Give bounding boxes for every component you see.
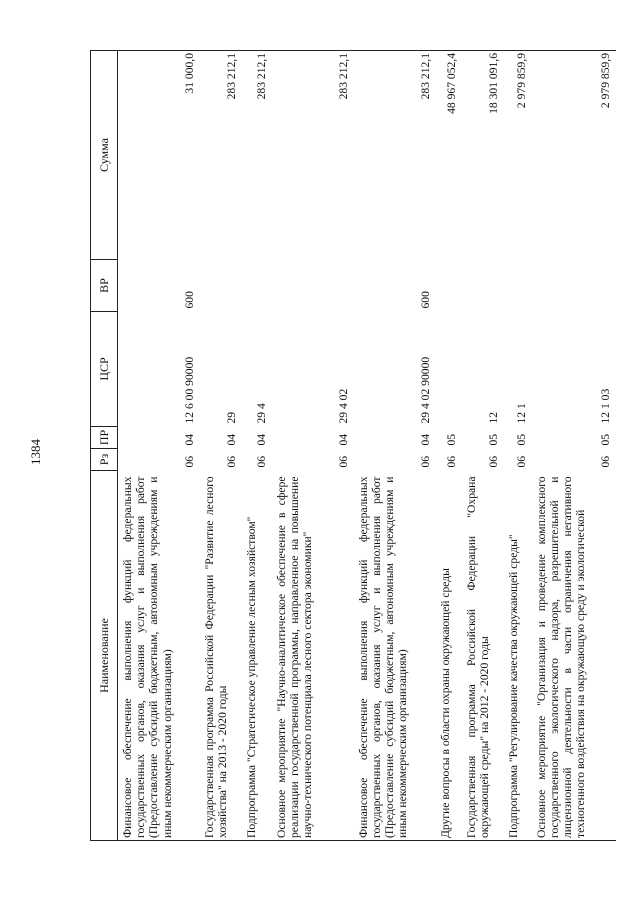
- cell-sum: 2 979 859,9: [532, 51, 616, 260]
- cell-vr: [462, 260, 504, 312]
- cell-pr: 05: [599, 433, 613, 446]
- cell-rz: 06: [255, 455, 269, 468]
- cell-sum: 31 000,0: [118, 51, 200, 260]
- table-row: [354, 51, 436, 841]
- cell-pr: 04: [183, 433, 197, 446]
- table-row: [462, 51, 504, 841]
- cell-csr: 29 4 02: [337, 388, 351, 424]
- table-row: [272, 51, 354, 841]
- cell-name: Основное мероприятие "Организация и проведение комплексного государственного экологического надзора, разрешительной и лицензионной деятельности в части ограничения негативного техногенного воздействия на окружающую среду и экологической: [532, 471, 616, 841]
- cell-name: Финансовое обеспечение выполнения функций федеральных государственных органов, оказания услуг и выполнения работ (Предоставление субсидий бюджетным, автономным учреждениям и иным некоммерческим организациям): [118, 471, 200, 841]
- cell-vr: [504, 260, 532, 312]
- cell-csr: 29: [225, 411, 239, 424]
- cell-sum: 2 979 859,9: [504, 51, 532, 260]
- cell-name: Государственная программа Российской Федерации "Охрана окружающей среды" на 2012 - 2020 годы: [462, 471, 504, 841]
- cell-name: Подпрограмма "Стратегическое управление лесным хозяйством": [242, 471, 272, 841]
- table-row: [504, 51, 532, 841]
- cell-rz: 06: [487, 455, 501, 468]
- cell-pr: 05: [515, 433, 529, 446]
- table-row: [436, 51, 462, 841]
- cell-rz: 06: [419, 455, 433, 468]
- cell-rz: 06: [337, 455, 351, 468]
- cell-rz: 06: [445, 455, 459, 468]
- cell-rz: 06: [515, 455, 529, 468]
- cell-pr: 04: [337, 433, 351, 446]
- budget-table-sheet: [90, 51, 630, 841]
- cell-rz: 06: [225, 455, 239, 468]
- cell-pr: 05: [445, 433, 459, 446]
- cell-csr: 12 1: [515, 403, 529, 424]
- header-pr: ПР: [91, 427, 118, 449]
- cell-sum: 283 212,1: [354, 51, 436, 260]
- cell-name: Финансовое обеспечение выполнения функций федеральных государственных органов, оказания услуг и выполнения работ (Предоставление субсидий бюджетным, автономным учреждениям и иным некоммерческим организациям): [354, 471, 436, 841]
- page-number: 1384: [28, 439, 43, 465]
- cell-sum: 283 212,1: [272, 51, 354, 260]
- cell-vr: [532, 260, 616, 312]
- cell-sum: 283 212,1: [200, 51, 242, 260]
- budget-table: [90, 50, 616, 841]
- cell-csr: 29 4 02 90000: [419, 356, 433, 424]
- header-csr: ЦСР: [91, 312, 118, 427]
- cell-vr: 600: [183, 291, 197, 309]
- cell-csr: 29 4: [255, 403, 269, 424]
- cell-vr: [200, 260, 242, 312]
- table-row: [532, 51, 616, 841]
- cell-vr: [436, 260, 462, 312]
- header-rz: Рз: [91, 449, 118, 471]
- cell-vr: 600: [419, 291, 433, 309]
- table-row: [118, 51, 200, 841]
- cell-csr: [436, 312, 462, 427]
- cell-rz: 06: [599, 455, 613, 468]
- cell-csr: 12 1 03: [599, 388, 613, 424]
- cell-sum: 18 301 091,6: [462, 51, 504, 260]
- cell-csr: 12 6 00 90000: [183, 356, 197, 424]
- cell-vr: [242, 260, 272, 312]
- cell-pr: 04: [225, 433, 239, 446]
- cell-csr: 12: [487, 411, 501, 424]
- table-row: [200, 51, 242, 841]
- cell-vr: [272, 260, 354, 312]
- cell-pr: 04: [419, 433, 433, 446]
- cell-sum: 283 212,1: [242, 51, 272, 260]
- header-sum: Сумма: [91, 51, 118, 260]
- header-vr: ВР: [91, 260, 118, 312]
- cell-rz: 06: [183, 455, 197, 468]
- table-row: [242, 51, 272, 841]
- cell-pr: 05: [487, 433, 501, 446]
- header-name: Наименование: [91, 471, 118, 841]
- cell-name: Основное мероприятие "Научно-аналитическое обеспечение в сфере реализации государственной программы, направленное на повышение научно-технического потенциала лесного сектора экономики": [272, 471, 354, 841]
- cell-name: Другие вопросы в области охраны окружающей среды: [436, 471, 462, 841]
- cell-sum: 48 967 052,4: [436, 51, 462, 260]
- cell-name: Подпрограмма "Регулирование качества окружающей среды": [504, 471, 532, 841]
- cell-name: Государственная программа Российской Федерации "Развитие лесного хозяйства" на 2013 - 2020 годы: [200, 471, 242, 841]
- table-header-row: [91, 51, 118, 841]
- cell-pr: 04: [255, 433, 269, 446]
